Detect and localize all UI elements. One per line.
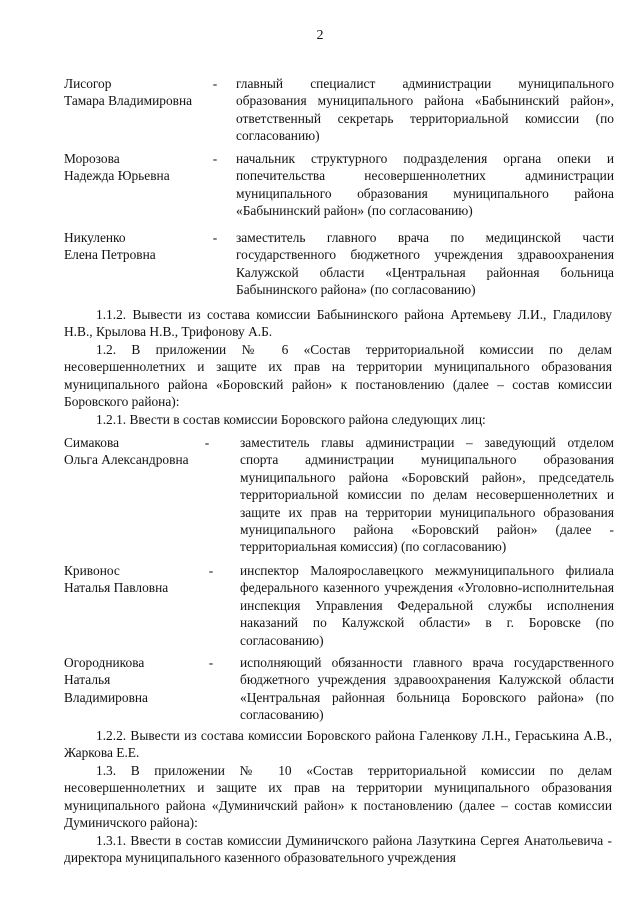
member-dash: - bbox=[204, 435, 210, 450]
member-name bbox=[64, 229, 214, 264]
member-dash: - bbox=[212, 76, 218, 91]
member-description: начальник структурного подразделения органа опеки и попечительства несовершеннолетних администрации муниципального образования муниципального района «Бабынинский район» (по согласованию) bbox=[236, 151, 614, 219]
member-dash: - bbox=[208, 655, 214, 670]
member-surname: Кривонос bbox=[64, 563, 120, 578]
member-given-names: Елена Петровна bbox=[64, 247, 156, 263]
member-name bbox=[64, 562, 214, 597]
member-dash: - bbox=[212, 230, 218, 245]
member-description: главный специалист администрации муниципального образования муниципального района «Бабынинский район», ответственный секретарь территориальной комиссии (по согласованию) bbox=[236, 76, 614, 144]
member-surname: Морозова bbox=[64, 151, 120, 166]
member-given-names: Тамара Владимировна bbox=[64, 93, 193, 109]
page-number: 2 bbox=[316, 28, 324, 43]
member-description: инспектор Малоярославецкого межмуниципального филиала федерального казенного учреждения «Уголовно-исполнительная инспекция Управления Федеральной службы исполнения наказаний по Калужской области» в г. Боровске (по согласованию) bbox=[240, 563, 614, 648]
member-dash: - bbox=[208, 563, 214, 578]
member-entry-simakova bbox=[64, 434, 614, 555]
member-given-names: Надежда Юрьевна bbox=[64, 168, 170, 184]
paragraph-1-3-1: 1.3.1. Ввести в состав комиссии Думиничского района Лазуткина Сергея Анатольевича - директора муниципального казенного образовательного учреждения bbox=[64, 833, 612, 866]
member-patronymic: Владимировна bbox=[64, 689, 148, 705]
member-entry-morozova bbox=[64, 150, 614, 220]
paragraph-1-2: 1.2. В приложении № 6 «Состав территориальной комиссии по делам несовершеннолетних и защите их прав на территории муниципального образования муниципального района «Боровский район» к постановлению (далее – состав комиссии Боровского района): bbox=[64, 342, 612, 410]
paragraph-1-2-1: 1.2.1. Ввести в состав комиссии Боровского района следующих лиц: bbox=[96, 412, 486, 427]
member-given-names: Наталья Павловна bbox=[64, 580, 169, 596]
member-description: заместитель главного врача по медицинской части государственного бюджетного учреждения здравоохранения Калужской области «Центральная районная больница Бабынинского района» (по согласованию) bbox=[236, 230, 614, 298]
paragraph-1-2-2: 1.2.2. Вывести из состава комиссии Боровского района Галенкову Л.Н., Гераськина А.В., Жаркова Е.Е. bbox=[64, 728, 612, 761]
member-entry-lisogor bbox=[64, 75, 614, 145]
paragraph-1-3: 1.3. В приложении № 10 «Состав территориальной комиссии по делам несовершеннолетних и защите их прав на территории муниципального образования муниципального района «Думиничский район» к постановлению (далее – состав комиссии Думиничского района): bbox=[64, 763, 612, 831]
member-entry-nikulenko bbox=[64, 229, 614, 299]
member-entry-krivonos bbox=[64, 562, 614, 652]
member-surname: Огородникова bbox=[64, 655, 145, 670]
paragraph-1-1-2: 1.1.2. Вывести из состава комиссии Бабынинского района Артемьеву Л.И., Гладилову Н.В., Крылова Н.В., Трифонову А.Б. bbox=[64, 307, 612, 340]
member-entry-ogorodnikova bbox=[64, 654, 614, 724]
member-surname: Лисогор bbox=[64, 76, 112, 91]
member-description: исполняющий обязанности главного врача государственного бюджетного учреждения здравоохранения Калужской области «Центральная районная больница Боровского района» (по согласованию) bbox=[240, 655, 614, 723]
member-name bbox=[64, 75, 214, 110]
member-surname: Симакова bbox=[64, 435, 120, 450]
member-given-names: Наталья bbox=[64, 672, 111, 688]
member-name bbox=[64, 654, 214, 706]
member-description: заместитель главы администрации – заведующий отделом спорта администрации муниципального образования муниципального района «Боровский район», председатель территориальной комиссии по делам несовершеннолетних и защите их прав на территории муниципального образования муниципального района «Боровский район» (далее - территориальная комиссия) (по согласованию) bbox=[240, 435, 614, 555]
member-name bbox=[64, 150, 214, 185]
member-surname: Никуленко bbox=[64, 230, 126, 245]
member-name bbox=[64, 434, 214, 469]
member-given-names: Ольга Александровна bbox=[64, 452, 189, 468]
member-dash: - bbox=[212, 151, 218, 166]
